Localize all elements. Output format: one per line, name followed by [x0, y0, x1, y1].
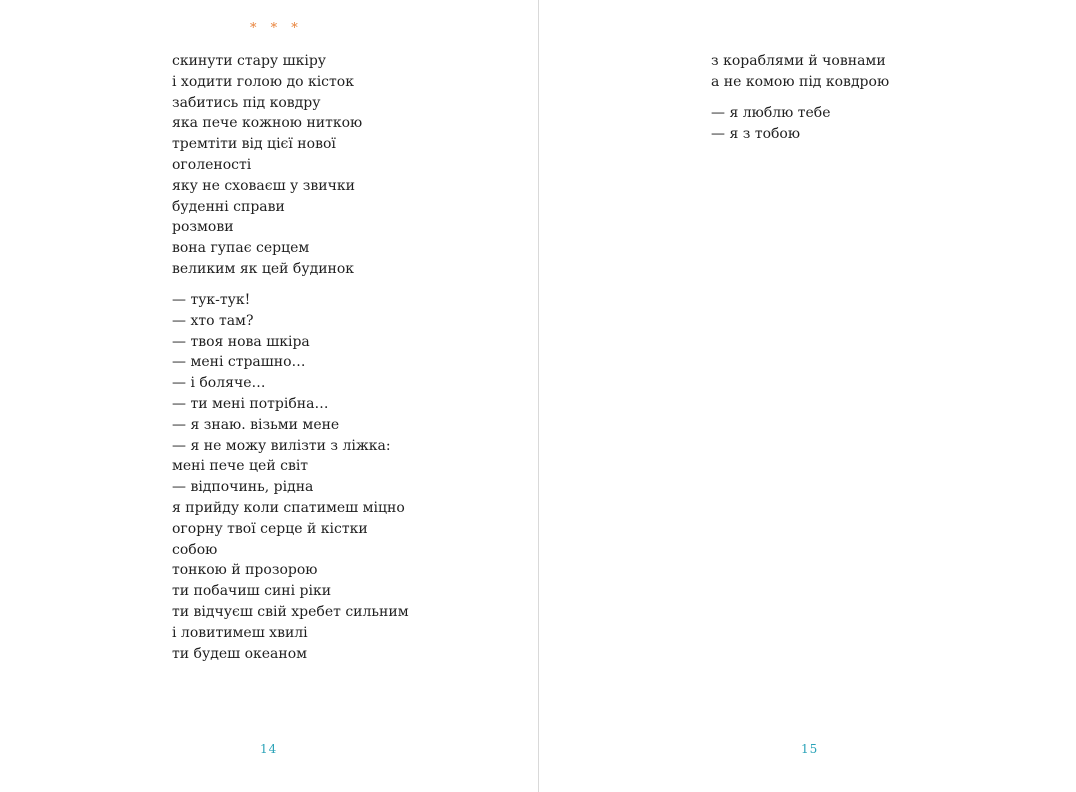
poem-line: — я люблю тебе: [711, 105, 831, 121]
poem-line: великим як цей будинок: [172, 260, 355, 277]
poem-line: я прийду коли спатимеш міцно: [172, 499, 405, 516]
poem-line: буденні справи: [172, 198, 285, 215]
poem-line: а не комою під ковдрою: [711, 73, 890, 90]
page-number: 14: [260, 742, 278, 756]
poem-line: — твоя нова шкіра: [172, 333, 310, 350]
poem-line: скинути стару шкіру: [172, 53, 327, 69]
poem-stanza: [711, 51, 889, 93]
poem-line: — ти мені потрібна…: [172, 395, 329, 412]
poem-line: — мені страшно…: [172, 354, 306, 371]
right-page: [539, 0, 1076, 792]
poem-line: ти будеш океаном: [172, 645, 308, 662]
section-ornament: * * *: [250, 21, 303, 36]
poem-stanza: [711, 103, 831, 145]
poem-line: — хто там?: [172, 312, 254, 329]
poem-line: — відпочинь, рідна: [172, 479, 314, 496]
poem-line: з кораблями й човнами: [711, 53, 886, 69]
poem-line: тремтіти від цієї нової: [172, 136, 336, 153]
poem-line: і ловитимеш хвилі: [172, 624, 308, 641]
poem-line: розмови: [172, 219, 234, 236]
poem-line: тонкою й прозорою: [172, 562, 318, 579]
poem-line: і ходити голою до кісток: [172, 73, 354, 90]
poem-line: — тук-тук!: [172, 292, 251, 308]
page-number: 15: [801, 742, 819, 756]
poem-line: — я не можу вилізти з ліжка:: [172, 437, 391, 454]
poem-line: яку не сховаєш у звички: [172, 177, 355, 194]
poem-line: мені пече цей світ: [172, 458, 309, 475]
poem-line: оголеності: [172, 156, 252, 173]
poem-line: яка пече кожною ниткою: [172, 115, 363, 132]
poem-line: — я знаю. візьми мене: [172, 416, 340, 433]
poem-line: — і боляче…: [172, 375, 266, 392]
poem-line: ти побачиш сині ріки: [172, 583, 332, 600]
poem-stanza: [172, 51, 362, 280]
poem-stanza: [172, 290, 409, 664]
poem-line: ти відчуєш свій хребет сильним: [172, 603, 409, 620]
poem-line: — я з тобою: [711, 125, 801, 142]
poem-line: забитись під ковдру: [172, 94, 321, 111]
poem-line: собою: [172, 541, 218, 558]
poem-line: вона гупає серцем: [172, 240, 310, 257]
poem-line: огорну твої серце й кістки: [172, 520, 368, 537]
